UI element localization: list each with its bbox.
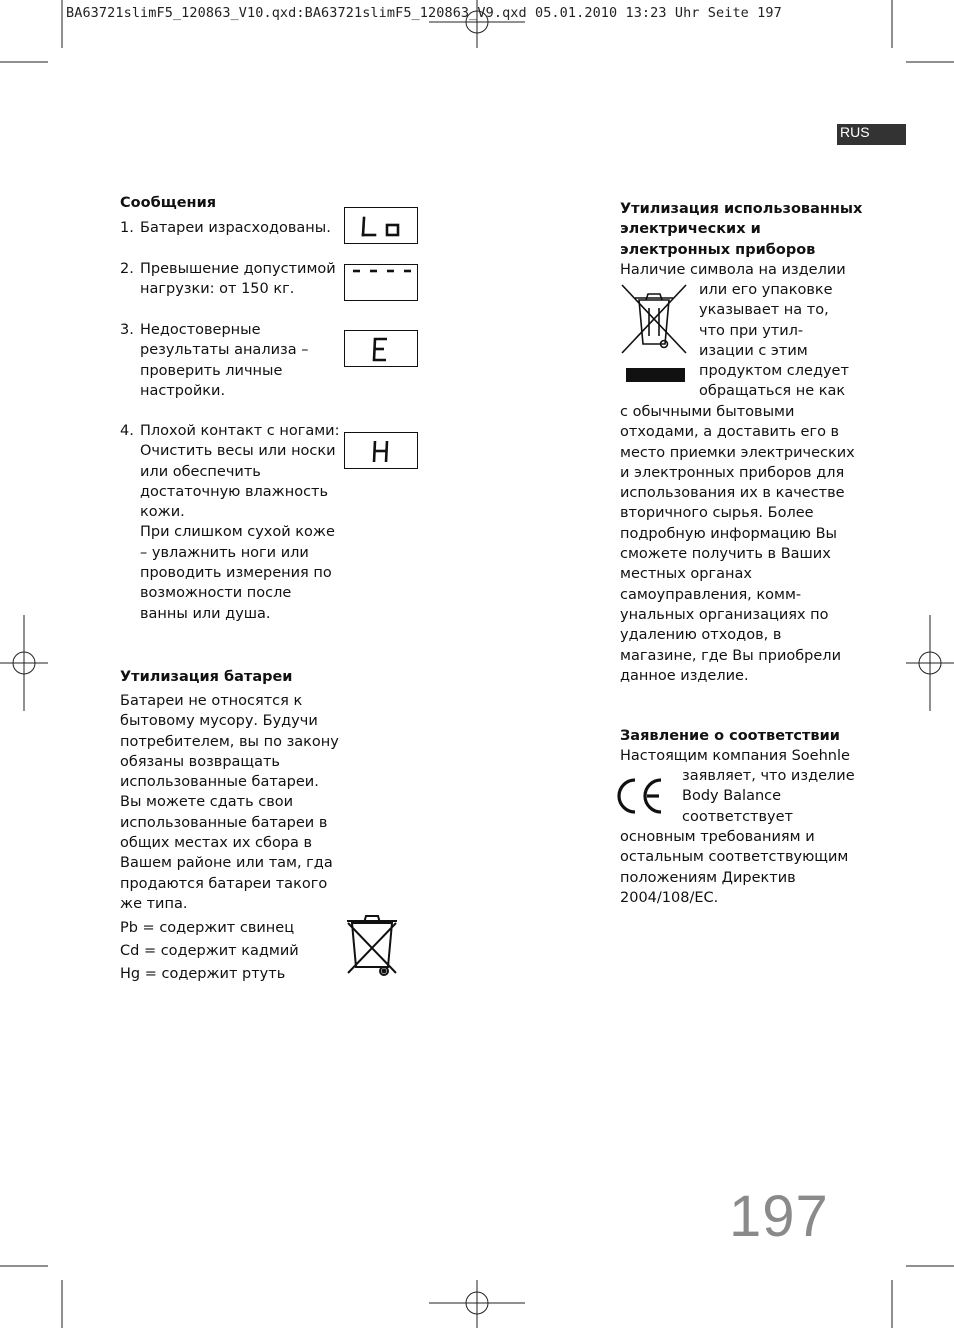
battery-disposal-section bbox=[120, 667, 350, 687]
message-line: При слишком сухой коже bbox=[140, 524, 335, 541]
weee-heading-line: электронных приборов bbox=[620, 241, 816, 258]
battery-text-line: бытовому мусору. Будучи bbox=[120, 713, 318, 730]
message-number: 3. bbox=[120, 322, 134, 338]
weee-text-line: вторичного сырья. Более bbox=[620, 505, 814, 522]
battery-chemicals-list bbox=[120, 917, 320, 986]
weee-text-line: использования их в качестве bbox=[620, 485, 845, 502]
weee-text-beside-icon bbox=[699, 280, 859, 402]
message-line: – увлажнить ноги или bbox=[140, 544, 309, 561]
ce-mark-icon bbox=[615, 775, 667, 817]
message-line: кожи. bbox=[140, 504, 185, 521]
messages-heading: Сообщения bbox=[120, 195, 217, 211]
conformity-text-line: основным требованиям и bbox=[620, 829, 815, 845]
conformity-section bbox=[620, 726, 860, 746]
weee-text-line: что при утил- bbox=[699, 322, 804, 339]
weee-text-line: сможете получить в Ваших bbox=[620, 546, 831, 563]
weee-text-line: подробную информацию Вы bbox=[620, 525, 837, 542]
message-line: проводить измерения по bbox=[140, 565, 332, 582]
message-number: 4. bbox=[120, 423, 134, 439]
message-line: Превышение допустимой bbox=[140, 261, 336, 277]
battery-text-line: Батареи не относятся к bbox=[120, 693, 303, 709]
message-line: нагрузки: от 150 кг. bbox=[140, 281, 295, 298]
lcd-h-icon bbox=[344, 432, 418, 469]
conformity-text-line: остальным соответствующим bbox=[620, 849, 849, 866]
weee-text-line: магазине, где Вы приобрели bbox=[620, 647, 841, 664]
weee-text-line: унальных организациях по bbox=[620, 606, 829, 623]
battery-text-line: потребителем, вы по закону bbox=[120, 733, 339, 750]
message-line: настройки. bbox=[140, 382, 226, 399]
battery-text-line: использованные батареи. bbox=[120, 774, 319, 791]
message-line: возможности после bbox=[140, 585, 292, 602]
weee-bin-icon bbox=[619, 282, 689, 386]
battery-text-line: использованные батареи в bbox=[120, 814, 328, 831]
page-number: 197 bbox=[729, 1184, 829, 1249]
battery-text-line: Вашем районе или там, гда bbox=[120, 855, 333, 872]
message-line: ванны или душа. bbox=[140, 605, 271, 622]
weee-heading bbox=[620, 199, 863, 260]
messages-section bbox=[120, 193, 345, 213]
conformity-text-line: 2004/108/EC. bbox=[620, 889, 719, 906]
message-line: Недостоверные bbox=[140, 322, 261, 338]
message-line: Очистить весы или носки bbox=[140, 443, 336, 460]
message-text bbox=[140, 320, 308, 401]
lcd-dashes-icon bbox=[344, 264, 418, 301]
conformity-text-line: соответствует bbox=[682, 808, 793, 825]
message-number: 1. bbox=[120, 220, 134, 236]
message-line: Плохой контакт с ногами: bbox=[140, 423, 340, 439]
chemical-line: Pb = содержит свинец bbox=[120, 920, 295, 936]
weee-text-line: самоуправления, комм- bbox=[620, 586, 802, 603]
chemical-line: Hg = содержит ртуть bbox=[120, 966, 286, 982]
weee-text-line: место приемки электрических bbox=[620, 444, 855, 461]
weee-text-line: с обычными бытовыми bbox=[620, 404, 795, 420]
message-line: результаты анализа – bbox=[140, 342, 309, 359]
weee-text-line: местных органах bbox=[620, 566, 752, 583]
crossed-bin-icon bbox=[344, 911, 400, 979]
weee-text-line: Наличие символа на изделии bbox=[620, 262, 846, 278]
battery-text-line: Вы можете сдать свои bbox=[120, 794, 294, 811]
message-line: проверить личные bbox=[140, 362, 283, 379]
lcd-e-icon bbox=[344, 330, 418, 367]
weee-text-line: указывает на то, bbox=[699, 302, 829, 319]
weee-text-line: данное изделие. bbox=[620, 667, 749, 684]
language-tab: RUS bbox=[837, 124, 906, 145]
conformity-text-after bbox=[620, 827, 860, 908]
message-text bbox=[140, 259, 336, 300]
conformity-text-line: положениям Директив bbox=[620, 869, 796, 886]
message-line: Батареи израсходованы. bbox=[140, 220, 331, 236]
weee-text-line: обращаться не как bbox=[699, 383, 846, 400]
conformity-text-line: Body Balance bbox=[682, 788, 782, 805]
weee-text-line: изации с этим bbox=[699, 342, 808, 359]
print-slug-line: BA63721slimF5_120863_V10.qxd:BA63721slimF5_120863_V9.qxd 05.01.2010 13:23 Uhr Seite 197 bbox=[66, 5, 782, 21]
weee-text-line: или его упаковке bbox=[699, 282, 833, 298]
battery-disposal-heading: Утилизация батареи bbox=[120, 669, 293, 685]
weee-text-line: удалению отходов, в bbox=[620, 627, 782, 644]
message-number: 2. bbox=[120, 261, 134, 277]
battery-text-line: продаются батареи такого bbox=[120, 875, 328, 892]
battery-disposal-text bbox=[120, 691, 350, 914]
conformity-text-line: Настоящим компания Soehnle bbox=[620, 748, 850, 764]
battery-text-line: же типа. bbox=[120, 895, 188, 912]
battery-text-line: общих местах их сбора в bbox=[120, 835, 313, 852]
message-text bbox=[140, 218, 331, 238]
message-line: или обеспечить bbox=[140, 463, 261, 480]
weee-text-line: продуктом следует bbox=[699, 363, 849, 380]
conformity-text-line: заявляет, что изделие bbox=[682, 768, 855, 784]
weee-text-top bbox=[620, 260, 860, 280]
conformity-text-top bbox=[620, 746, 860, 766]
chemical-line: Cd = содержит кадмий bbox=[120, 943, 299, 959]
weee-heading-line: электрических и bbox=[620, 221, 761, 238]
messages-list bbox=[120, 218, 350, 638]
weee-text-after bbox=[620, 402, 860, 686]
weee-text-line: отходами, а доставить его в bbox=[620, 424, 840, 441]
lcd-lo-icon bbox=[344, 207, 418, 244]
message-line: достаточную влажность bbox=[140, 483, 329, 500]
battery-text-line: обязаны возвращать bbox=[120, 753, 280, 770]
message-text bbox=[140, 421, 339, 624]
conformity-text-beside-icon bbox=[682, 766, 862, 827]
conformity-heading: Заявление о соответствии bbox=[620, 728, 840, 744]
weee-text-line: и электронных приборов для bbox=[620, 464, 845, 481]
weee-heading-line: Утилизация использованных bbox=[620, 201, 863, 217]
